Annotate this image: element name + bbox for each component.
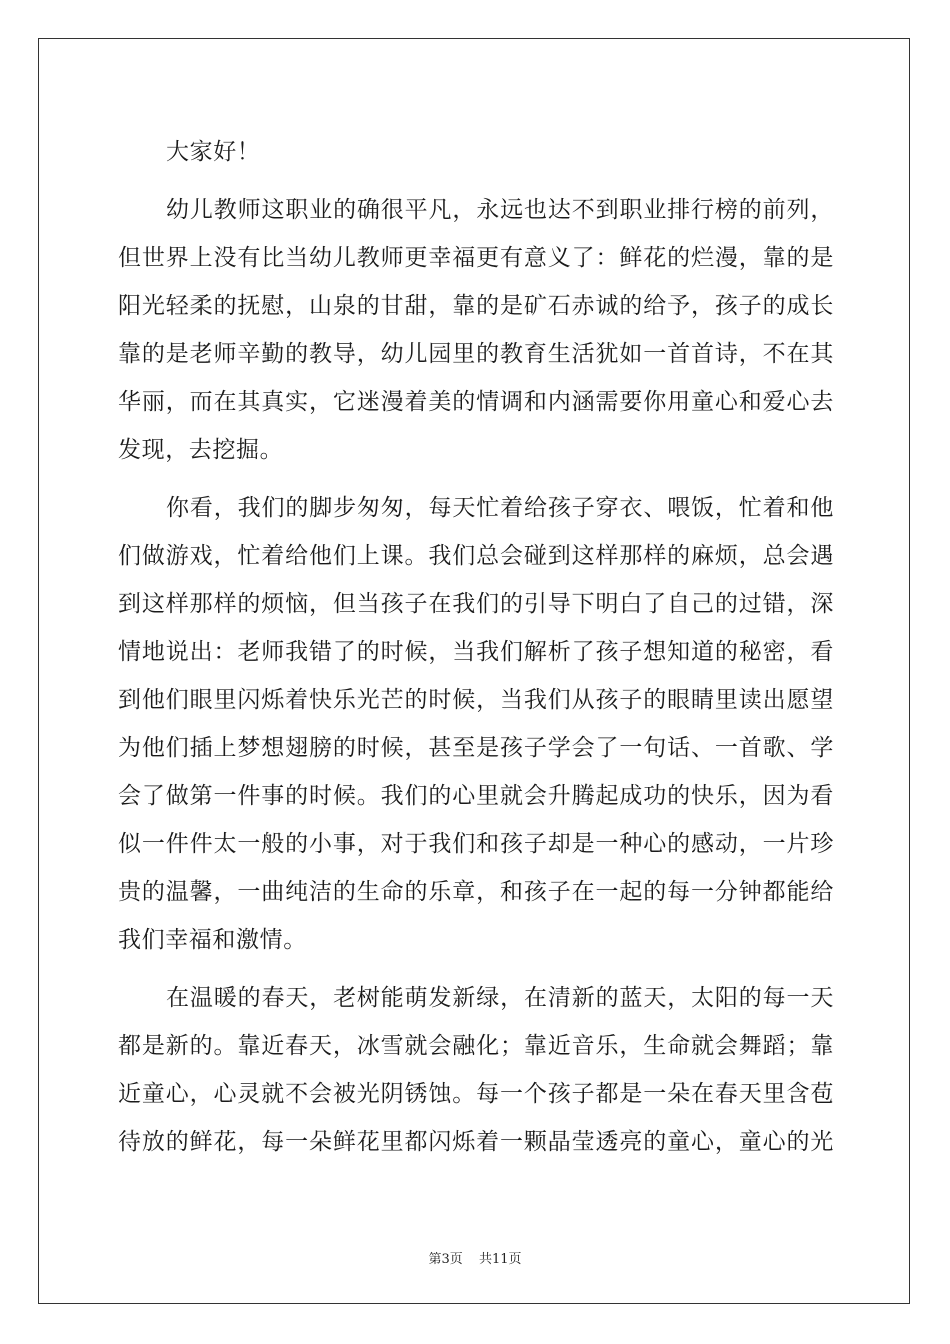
paragraph-line: 到这样那样的烦恼，但当孩子在我们的引导下明白了自己的过错，深: [118, 591, 834, 617]
paragraph-line: 会了做第一件事的时候。我们的心里就会升腾起成功的快乐，因为看: [118, 783, 834, 809]
document-body: [118, 128, 834, 1166]
paragraph-line: 你看，我们的脚步匆匆，每天忙着给孩子穿衣、喂饭，忙着和他: [166, 495, 834, 521]
paragraph-line: 靠的是老师辛勤的教导，幼儿园里的教育生活犹如一首首诗，不在其: [118, 341, 834, 367]
paragraph-line: 但世界上没有比当幼儿教师更幸福更有意义了：鲜花的烂漫，靠的是: [118, 245, 834, 271]
paragraph-line: 到他们眼里闪烁着快乐光芒的时候，当我们从孩子的眼睛里读出愿望: [118, 687, 834, 713]
paragraph-line: 情地说出：老师我错了的时候，当我们解析了孩子想知道的秘密，看: [118, 639, 834, 665]
paragraph-line: 在温暖的春天，老树能萌发新绿，在清新的蓝天，太阳的每一天: [166, 985, 834, 1011]
paragraph-line: 贵的温馨，一曲纯洁的生命的乐章，和孩子在一起的每一分钟都能给: [118, 879, 834, 905]
page-number: 第3页: [428, 1252, 463, 1267]
paragraph-line: 我们幸福和激情。: [118, 927, 307, 953]
paragraph-line: 都是新的。靠近春天，冰雪就会融化；靠近音乐，生命就会舞蹈；靠: [118, 1033, 834, 1059]
paragraph-line: 似一件件太一般的小事，对于我们和孩子却是一种心的感动，一片珍: [118, 831, 834, 857]
paragraph-line: 近童心，心灵就不会被光阴锈蚀。每一个孩子都是一朵在春天里含苞: [118, 1081, 834, 1107]
paragraph-line: 为他们插上梦想翅膀的时候，甚至是孩子学会了一句话、一首歌、学: [118, 735, 834, 761]
paragraph-line: 大家好！: [166, 139, 261, 165]
paragraph-line: 华丽，而在其真实，它迷漫着美的情调和内涵需要你用童心和爱心去: [118, 389, 834, 415]
paragraph-line: 发现，去挖掘。: [118, 437, 284, 463]
paragraph-line: 们做游戏，忙着给他们上课。我们总会碰到这样那样的麻烦，总会遇: [118, 543, 834, 569]
page-footer: [0, 1248, 950, 1267]
paragraph-line: 幼儿教师这职业的确很平凡，永远也达不到职业排行榜的前列，: [166, 197, 834, 223]
paragraph-line: 阳光轻柔的抚慰，山泉的甘甜，靠的是矿石赤诚的给予，孩子的成长: [118, 293, 834, 319]
page-total: 共11页: [478, 1252, 522, 1267]
paragraph-line: 待放的鲜花，每一朵鲜花里都闪烁着一颗晶莹透亮的童心，童心的光: [118, 1129, 834, 1155]
